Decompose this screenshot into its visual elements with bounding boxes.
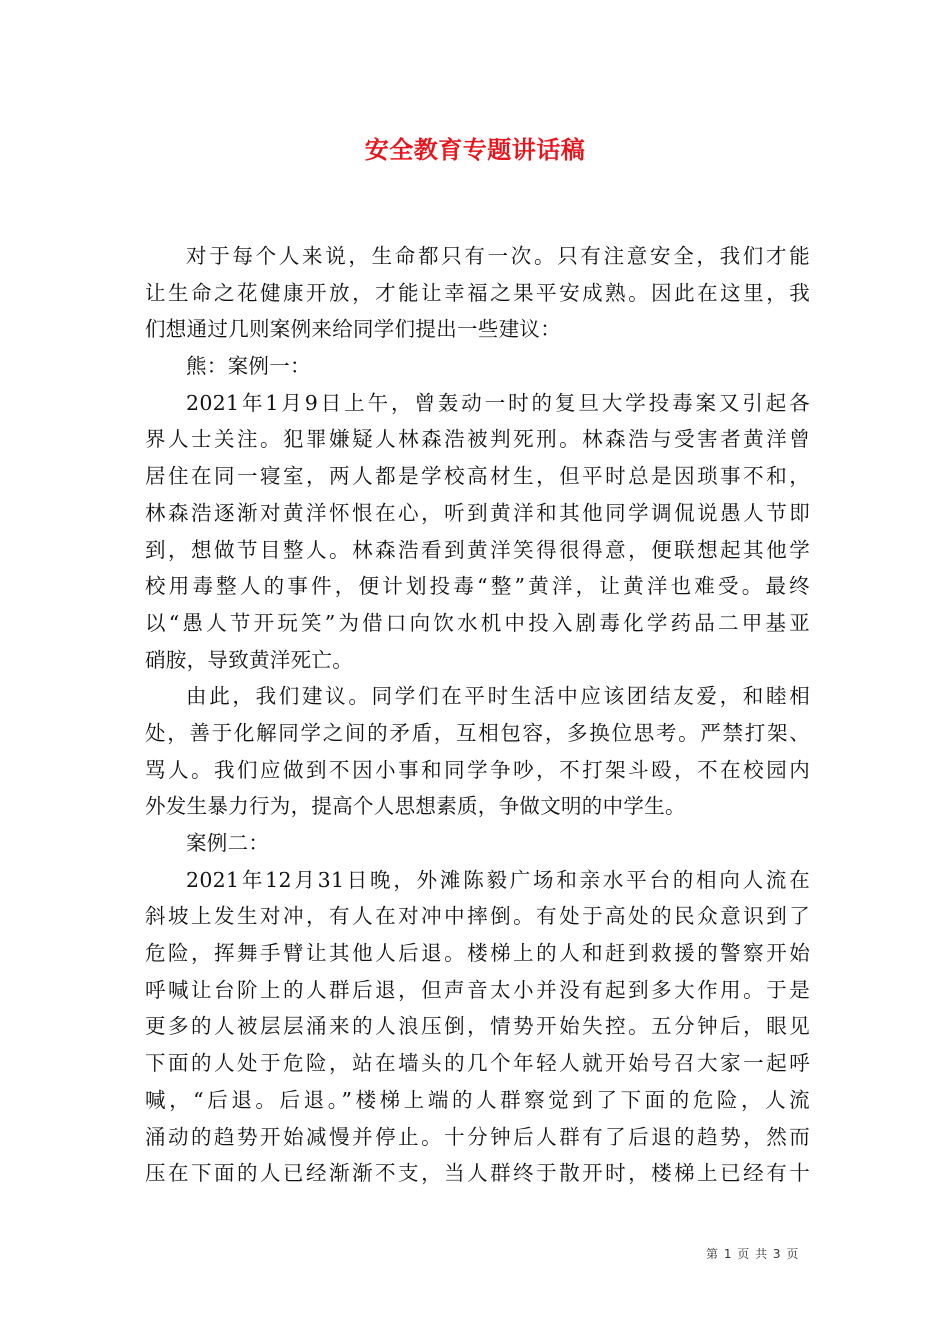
paragraph-line: 到，想做节目整人。林森浩看到黄洋笑得很得意，便联想起其他学 [145,537,810,562]
document-body [145,238,810,1192]
paragraph-line: 呼喊让台阶上的人群后退，但声音太小并没有起到多大作用。于是 [145,977,810,1002]
paragraph-line: 以“愚人节开玩笑”为借口向饮水机中投入剧毒化学药品二甲基亚 [145,610,810,635]
paragraph-line: 们想通过几则案例来给同学们提出一些建议： [145,317,561,342]
paragraph-line: 压在下面的人已经渐渐不支，当人群终于散开时，楼梯上已经有十 [145,1161,810,1186]
paragraph-line: 让生命之花健康开放，才能让幸福之果平安成熟。因此在这里，我 [145,280,810,305]
paragraph-line: 喊，“后退。后退。”楼梯上端的人群察觉到了下面的危险，人流 [145,1087,810,1112]
paragraph-line: 骂人。我们应做到不因小事和同学争吵，不打架斗殴，不在校园内 [145,757,810,782]
paragraph-line: 更多的人被层层涌来的人浪压倒，情势开始失控。五分钟后，眼见 [145,1014,810,1039]
paragraph-line: 2021年1月9日上午，曾轰动一时的复旦大学投毒案又引起各 [186,390,810,415]
page-number-footer: 第 1 页 共 3 页 [706,1247,800,1261]
section-heading-case2: 案例二： [186,831,270,855]
paragraph-line: 下面的人处于危险，站在墙头的几个年轻人就开始号召大家一起呼 [145,1051,810,1076]
paragraph-line: 校用毒整人的事件，便计划投毒“整”黄洋，让黄洋也难受。最终 [145,574,810,599]
paragraph-line: 涌动的趋势开始减慢并停止。十分钟后人群有了后退的趋势，然而 [145,1124,810,1149]
paragraph-line: 对于每个人来说，生命都只有一次。只有注意安全，我们才能 [186,244,810,268]
paragraph-line: 处，善于化解同学之间的矛盾，互相包容，多换位思考。严禁打架、 [145,720,810,745]
paragraph-line: 2021年12月31日晚，外滩陈毅广场和亲水平台的相向人流在 [186,867,810,892]
document-title: 安全教育专题讲话稿 [364,136,586,164]
section-heading-case1: 熊：案例一： [186,354,311,379]
paragraph-line: 危险，挥舞手臂让其他人后退。楼梯上的人和赶到救援的警察开始 [145,941,810,966]
paragraph-line: 硝胺，导致黄洋死亡。 [145,647,353,672]
paragraph-line: 林森浩逐渐对黄洋怀恨在心，听到黄洋和其他同学调侃说愚人节即 [145,500,810,525]
paragraph-line: 界人士关注。犯罪嫌疑人林森浩被判死刑。林森浩与受害者黄洋曾 [145,427,810,452]
paragraph-line: 由此，我们建议。同学们在平时生活中应该团结友爱，和睦相 [186,684,810,709]
paragraph-line: 居住在同一寝室，两人都是学校高材生，但平时总是因琐事不和， [145,464,810,489]
paragraph-line: 斜坡上发生对冲，有人在对冲中摔倒。有处于高处的民众意识到了 [145,904,810,929]
paragraph-line: 外发生暴力行为，提高个人思想素质，争做文明的中学生。 [145,794,686,819]
